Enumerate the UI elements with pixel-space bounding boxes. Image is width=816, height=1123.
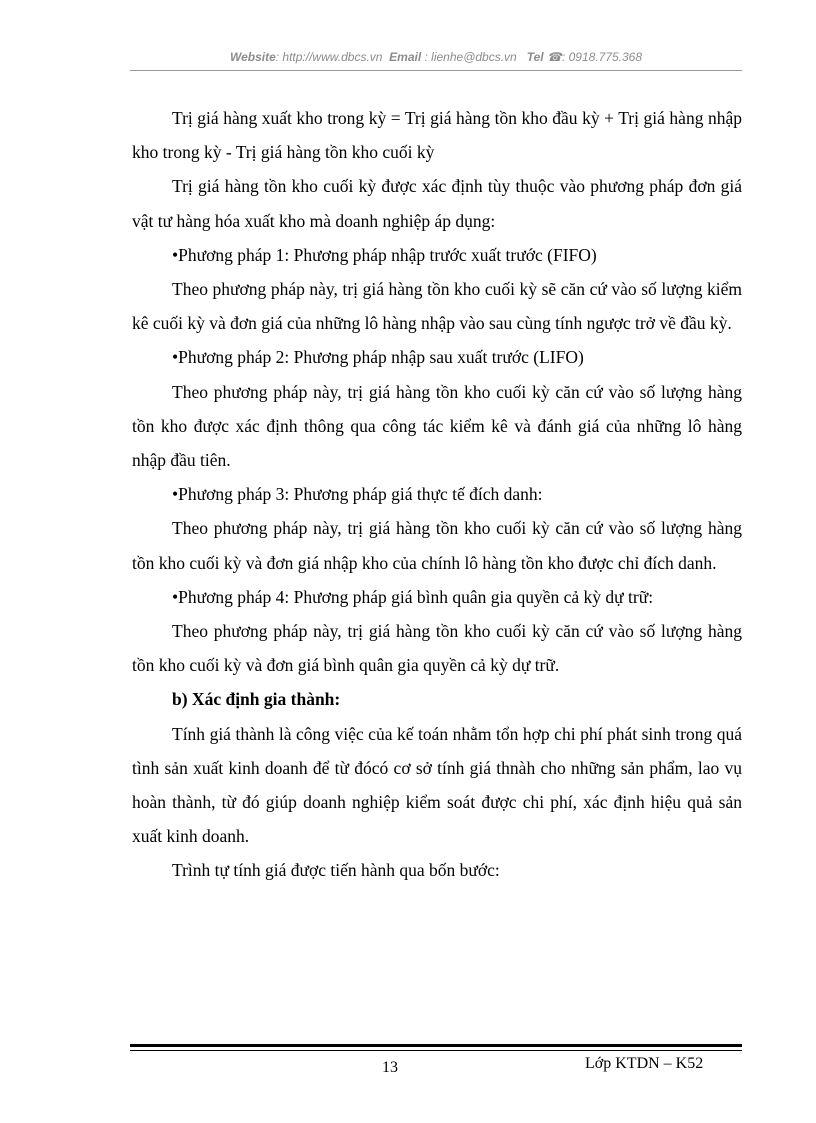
paragraph: Trị giá hàng tồn kho cuối kỳ được xác định tùy thuộc vào phương pháp đơn giá vật tư hàng hóa xuất kho mà doanh nghiệp áp dụng:	[132, 176, 742, 231]
footer-divider-thin	[130, 1050, 742, 1051]
paragraph: Theo phương pháp này, trị giá hàng tồn kho cuối kỳ căn cứ vào số lượng hàng tồn kho cuối kỳ và đơn giá nhập kho của chính lô hàng tồn kho được chỉ đích danh.	[132, 518, 742, 573]
document-body	[132, 101, 742, 888]
bullet-item: •Phương pháp 1: Phương pháp nhập trước xuất trước (FIFO)	[172, 244, 597, 265]
paragraph: Tính giá thành là công việc của kế toán nhằm tổn hợp chi phí phát sinh trong quá tình sản xuất kinh doanh để từ đócó cơ sở tính giá thnàh cho những sản phẩm, lao vụ hoàn thành, từ đó giúp doanh nghiệp kiểm soát được chi phí, xác định hiệu quả sản xuất kinh doanh.	[132, 723, 742, 847]
email-label: Email	[389, 50, 422, 64]
paragraph: Theo phương pháp này, trị giá hàng tồn kho cuối kỳ căn cứ vào số lượng hàng tồn kho cuối kỳ và đơn giá bình quân gia quyền cả kỳ dự trữ.	[132, 621, 742, 676]
section-heading: b) Xác định gia thành:	[172, 689, 341, 710]
page-number: 13	[382, 1059, 398, 1076]
class-label: Lớp KTDN – K52	[585, 1055, 704, 1072]
paragraph: Trị giá hàng xuất kho trong kỳ = Trị giá hàng tồn kho đầu kỳ + Trị giá hàng nhập kho trong kỳ - Trị giá hàng tồn kho cuối kỳ	[132, 108, 742, 163]
paragraph: Trình tự tính giá được tiến hành qua bốn bước:	[172, 860, 500, 881]
header-divider	[130, 70, 742, 71]
phone-icon: ☎	[547, 50, 562, 64]
bullet-item: •Phương pháp 4: Phương pháp giá bình quân gia quyền cả kỳ dự trữ:	[172, 586, 654, 607]
footer-divider-thick	[130, 1044, 742, 1047]
paragraph: Theo phương pháp này, trị giá hàng tồn kho cuối kỳ sẽ căn cứ vào số lượng kiểm kê cuối kỳ và đơn giá của những lô hàng nhập vào sau cùng tính ngược trở về đầu kỳ.	[132, 279, 742, 334]
website-value: : http://www.dbcs.vn	[275, 50, 383, 64]
page-header	[130, 50, 742, 70]
email-value: : lienhe@dbcs.vn	[424, 50, 517, 64]
paragraph: Theo phương pháp này, trị giá hàng tồn kho cuối kỳ căn cứ vào số lượng hàng tồn kho được xác định thông qua công tác kiểm kê và đánh giá của những lô hàng nhập đầu tiên.	[132, 381, 742, 471]
tel-label: Tel	[526, 50, 544, 64]
bullet-item: •Phương pháp 2: Phương pháp nhập sau xuất trước (LIFO)	[172, 347, 584, 368]
bullet-item: •Phương pháp 3: Phương pháp giá thực tế đích danh:	[172, 484, 543, 505]
website-label: Website	[229, 50, 276, 64]
tel-value: : 0918.775.368	[561, 50, 643, 64]
